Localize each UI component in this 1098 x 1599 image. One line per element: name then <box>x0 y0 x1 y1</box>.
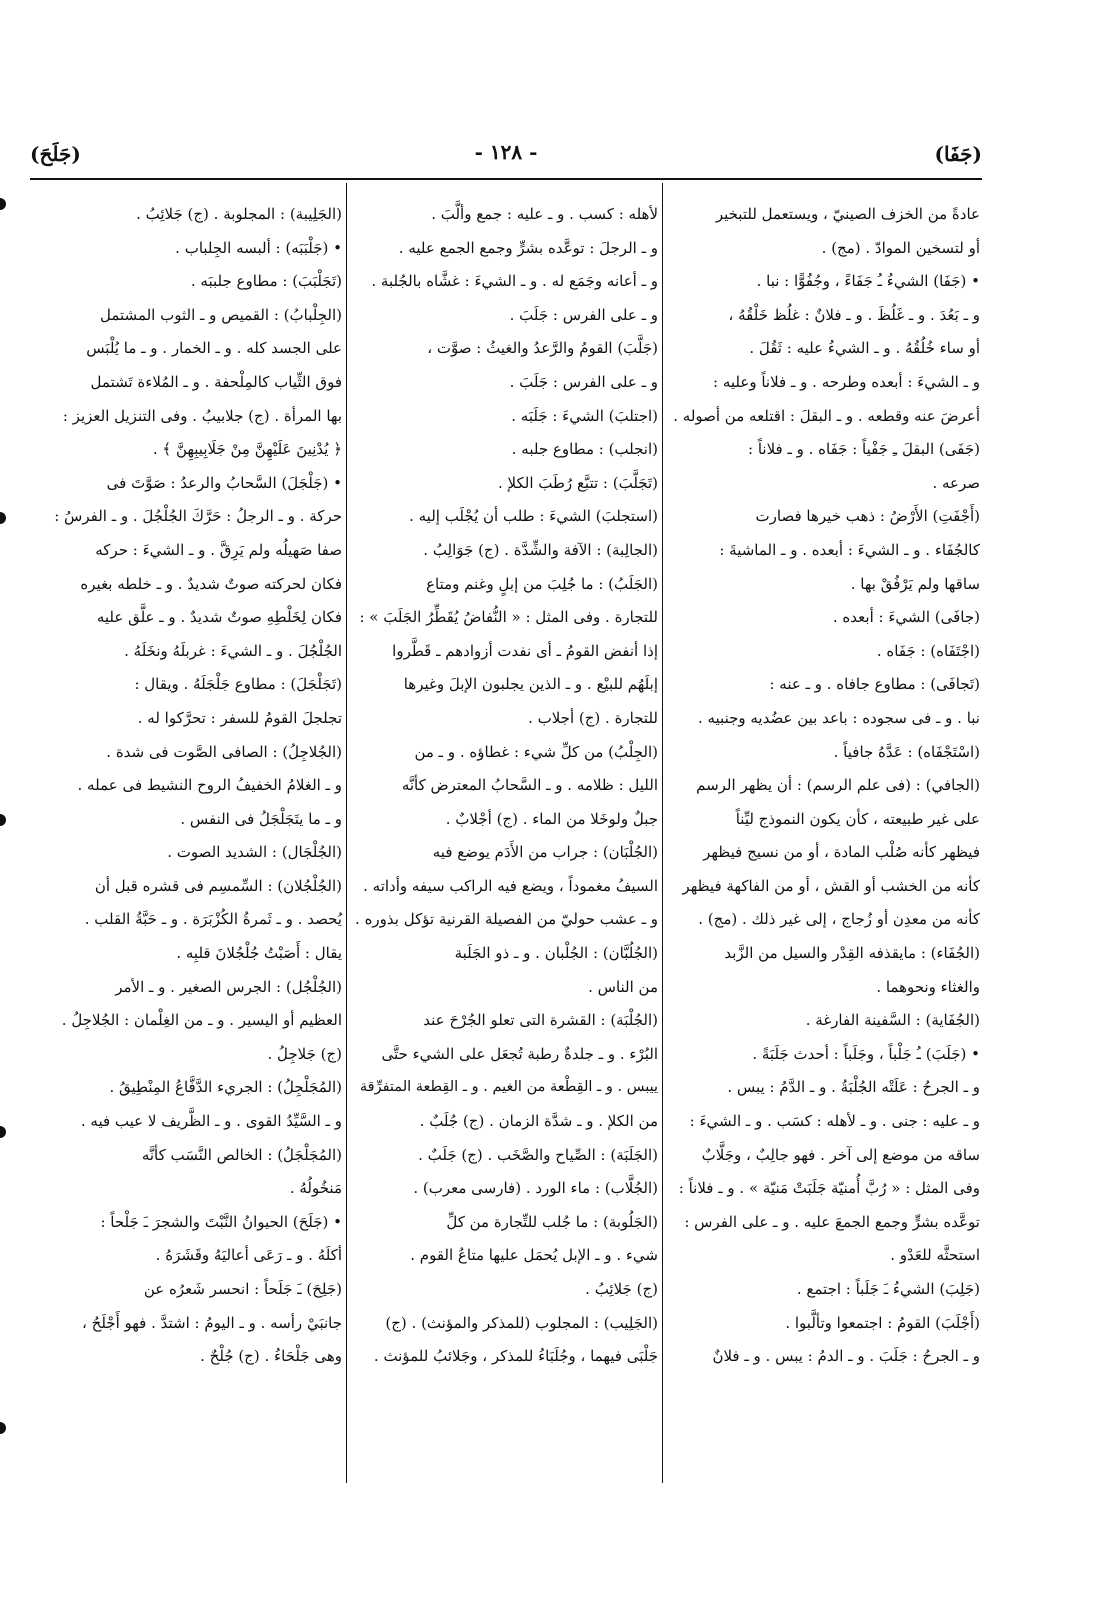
entry-line: للتجارة . وفى المثل : « النُّفاضُ يُقَطِّرُ الجَلَبَ » : <box>359 608 658 627</box>
entry-line: (انجلب) : مطاوع جلبه . <box>511 440 658 459</box>
entry-line: (الجُلْجُل) : الجرس الصغير . و ـ الأمر <box>115 977 342 996</box>
margin-mark <box>0 814 6 826</box>
entry-line: • (جَلْجَلَ) السَّحابُ والرعدُ : صَوَّتَ فى <box>106 473 342 492</box>
margin-mark <box>0 1422 6 1434</box>
entry-line: جبلٌ ولوخَلا من الماء . (ج) أجْلابٌ . <box>445 809 658 828</box>
entry-line: (الجُلْجَال) : الشديد الصوت . <box>167 843 342 862</box>
entry-line: أو ساء خُلُقُهُ . و ـ الشيءُ عليه : ثَقُلَ . <box>749 339 980 358</box>
entry-line: و ـ عشب حوليّ من الفصيلة القرنية تؤكل بذوره . <box>355 910 658 929</box>
entry-line: الجُلْجُلَ . و ـ الشيءَ : غربلَهُ ونخَلَهُ . <box>124 641 342 660</box>
entry-line: (تَجافَى) : مطاوع جافاه . و ـ عنه : <box>769 675 980 694</box>
entry-line: لأهله : كسب . و ـ عليه : جمع وألَّبَ . <box>431 205 658 223</box>
entry-line: و ـ ما يتَجَلْجَلُ فى النفس . <box>180 809 342 828</box>
margin-mark <box>0 512 6 524</box>
entry-line: (تَجَلْبَبَ) : مطاوع جلببَه . <box>190 272 342 291</box>
entry-line: يقال : أَصَبْتُ جُلْجُلانَ قلبِه . <box>176 944 342 963</box>
entry-line: فكان لحركته صوتٌ شديدٌ . و ـ خلطه بغيره <box>80 574 342 593</box>
entry-line: جَلْبَى فيهما ، وجُلَبَاءُ للمذكر ، وجَلائبُ للمؤنث . <box>373 1347 658 1366</box>
entry-line: (اجتلبَ) الشيءَ : جَلَبَه . <box>511 406 658 425</box>
column-divider <box>346 183 347 1483</box>
entry-line: وفى المثل : « رُبَّ أُمنيّة جَلَبَتْ مَنيّة » . و ـ فلاناً : <box>678 1179 980 1198</box>
entry-line: والغثاء ونحوهما . <box>876 977 980 996</box>
entry-line: كأنه من الخشب أو القش ، أو من الفاكهة فيظهر <box>682 876 980 895</box>
entry-line: إبلَهُم للبيْع . و ـ الذين يجلبون الإبلَ وغيرها <box>403 675 658 694</box>
entry-line: (الجُفَاء) : مايقذفه القِدْر والسيل من الزَّبد <box>724 944 980 963</box>
header-rule <box>30 178 982 180</box>
entry-line: و ـ الغلامُ الخفيفُ الروح النشيط فى عمله . <box>77 776 342 795</box>
entry-line: (الجُلَّاب) : ماء الورد . (فارسى معرب) . <box>413 1179 658 1198</box>
entry-line: و ـ الرجلَ : توعَّده بشرٍّ وجمع الجمع عليه . <box>398 238 658 257</box>
entry-line: استحثَّه للعَدْو . <box>890 1246 980 1265</box>
entry-line: و ـ عليه : جنى . و ـ لأهله : كسَب . و ـ الشيءَ : <box>689 1112 980 1131</box>
entry-line: (الجُلْبَة) : القشرة التى تعلو الجُرْحَ عند <box>423 1011 658 1030</box>
header-end-word: (جَلَحَ) <box>30 142 81 166</box>
entry-line: الليل : ظلامه . و ـ السَّحابُ المعترض كأنَّه <box>401 776 658 795</box>
entry-line: على الجسد كله . و ـ الخمار . و ـ ما يُلْبَس <box>86 339 342 358</box>
page-header <box>30 138 982 174</box>
entry-line: (الجَلِيبة) : المجلوبة . (ج) جَلائِبُ . <box>136 205 342 223</box>
entry-line: ساقها ولم يَرْفُقْ بها . <box>850 574 980 593</box>
text-column-3 <box>36 198 342 1483</box>
entry-line: إذا أنفض القومُ ـ أى نفدت أزوادهم ـ قَطَّروا <box>392 641 658 660</box>
entry-line: (الجالِبة) : الآفة والشِّدَّة . (ج) جَوَالِبُ . <box>423 540 658 559</box>
entry-line: (جَفَى) البقلَ ـِ جَفْياً : جَفَاه . و ـ فلاناً : <box>748 440 980 459</box>
entry-line: (المُجَلْجِلُ) : الجريء الدَّفَّاعُ المِنْطِيقُ . <box>109 1078 342 1097</box>
entry-line: (الجُلُبَّان) : الجُلْبان . و ـ ذو الجَلَبة <box>454 944 658 963</box>
entry-line: مَنخُولُهُ . <box>289 1179 342 1198</box>
entry-line: (الجُلْجُلان) : السِّمسِم فى قشره قبل أن <box>94 876 342 895</box>
entry-line: على غير طبيعته ، كأن يكون النموذج ليِّناً <box>735 809 980 828</box>
entry-line: شيء . و ـ الإبل يُحمَل عليها متاعُ القوم . <box>410 1246 658 1265</box>
page-number: - ١٢٨ - <box>474 140 538 164</box>
entry-line: البُرْء . و ـ جلدةٌ رطبة تُجعَل على الشيء حتَّى <box>381 1044 658 1063</box>
margin-mark <box>0 1126 6 1138</box>
entry-line: و ـ السَّيِّدُ القوى . و ـ الظَّريف لا عيب فيه . <box>80 1112 342 1131</box>
entry-line: يُحصد . و ـ ثَمرةُ الكُزْبَرَة . و ـ حَبَّةُ القلب . <box>84 910 342 929</box>
entry-line: كالجُفَاء . و ـ الشيءَ : أبعده . و ـ الماشيةَ : <box>719 540 980 559</box>
entry-line: السيفُ مغموداً ، ويضع فيه الراكب سيفه وأداته . <box>363 876 658 895</box>
entry-line: العظيم أو اليسير . و ـ من الغِلْمان : الجُلاجِلُ . <box>61 1011 342 1030</box>
entry-line: (ج) جَلائِبُ . <box>585 1280 658 1298</box>
entry-line: (جَلِبَ) الشيءُ ـَ جَلَباً : اجتمع . <box>796 1280 980 1298</box>
entry-line: ساقه من موضع إلى آخر . فهو جالِبٌ ، وجَلَّابٌ <box>701 1145 980 1164</box>
entry-line: • (جَلَبَ) ـُ جَلْباً ، وجَلَباً : أحدث جَلَبَةً . <box>752 1044 980 1063</box>
entry-line: (جافَى) الشيءَ : أبعده . <box>832 608 980 627</box>
entry-line: (تَجَلَّبَ) : تتبَّع رُطَبَ الكلإ . <box>497 473 658 492</box>
entry-line: (اسْتَجْفَاه) : عَدَّهُ جافياً . <box>833 742 980 761</box>
entry-line: أكلَهُ . و ـ رَعَى أعاليَهُ وقَشَرَهُ . <box>155 1246 342 1265</box>
entry-line: تجلجلَ القومُ للسفر : تحرَّكوا له . <box>137 708 342 727</box>
entry-line: • (جَفَا) الشيءُ ـُ جَفَاءً ، وجُفُوًّا : نبا . <box>756 272 980 291</box>
entry-line: نبا . و ـ فى سجوده : باعد بين عضُديه وجنبيه . <box>697 708 980 727</box>
entry-line: جانبَيْ رأسه . و ـ اليومُ : اشتدَّ . فهو أَجْلَحُ ، <box>82 1313 342 1332</box>
entry-line: وهى جَلْحَاءُ . (ج) جُلْحٌ . <box>200 1347 342 1366</box>
entry-line: أعرضَ عنه وقطعه . و ـ البقلَ : اقتلعه من أصوله . <box>673 406 980 425</box>
entry-line: أو لتسخين الموادّ . (مج) . <box>821 238 980 257</box>
entry-line: فكان لِخَلْطِهِ صوتٌ شديدٌ . و ـ علَّق عليه <box>96 608 342 627</box>
entry-line: • (جَلْبَبَه) : ألبسه الجِلباب . <box>175 238 342 257</box>
entry-line: و ـ الشيءَ : أبعده وطرحه . و ـ فلاناً وعليه : <box>713 372 980 391</box>
entry-line: فوق الثِّياب كالمِلْحفة . و ـ المُلاءة تَشتمل <box>90 372 342 391</box>
entry-line: (الجَلَبَة) : الصِّياح والصَّخَب . (ج) جَلَبٌ . <box>418 1145 658 1164</box>
entry-line: (تَجَلْجَلَ) : مطاوع جَلْجَلَهُ . ويقال : <box>134 675 342 694</box>
entry-line: حركة . و ـ الرجلُ : حَرَّكَ الجُلْجُلَ . و ـ الفرسُ : <box>54 507 342 526</box>
entry-line: (الجِلْبُ) من كلِّ شيء : غطاؤه . و ـ من <box>414 742 658 761</box>
entry-line: (أَجْلَبَ) القومُ : اجتمعوا وتألَّبوا . <box>785 1313 980 1332</box>
entry-line: (الجافي) : (فى علم الرسم) : أن يظهر الرسم <box>696 776 980 795</box>
entry-line: صرعه . <box>932 473 980 492</box>
entry-line: من الناس . <box>588 977 658 996</box>
entry-line: (الجَلُوبة) : ما جُلب للتِّجارة من كلِّ <box>446 1212 658 1231</box>
entry-line: (الجَلَبُ) : ما جُلِبَ من إبلٍ وغنم ومتاع <box>426 574 658 593</box>
text-column-2 <box>352 198 658 1483</box>
entry-line: (الجُلْبَان) : جراب من الأَدَم يوضع فيه <box>432 843 658 862</box>
entry-line: (المُجَلْجَلُ) : الخالص النَّسَب كأنَّه <box>141 1145 342 1164</box>
entry-line: للتجارة . (ج) أجلاب . <box>528 708 658 727</box>
column-divider <box>662 183 663 1483</box>
entry-line: (الجِلْبابُ) : القميص و ـ الثوب المشتمل <box>100 305 342 324</box>
entry-line: (الجُفَاية) : السَّفينة الفارغة . <box>805 1011 980 1030</box>
entry-line: (ج) جَلاجِلُ . <box>267 1044 342 1063</box>
entry-line: عادةً من الخزف الصينيّ ، ويستعمل للتبخير <box>715 205 980 223</box>
entry-line: (جَلَّبَ) القومُ والرَّعدُ والغيثُ : صوَّت ، <box>427 339 658 358</box>
entry-line: (أَجْفَتِ) الأَرْضُ : ذهب خيرها فصارت <box>755 507 980 526</box>
entry-line: توعَّده بشرٍّ وجمع الجمعَ عليه . و ـ على الفرس : <box>684 1212 980 1231</box>
entry-line: (الجُلاجِلُ) : الصافى الصَّوت فى شدة . <box>106 742 342 761</box>
entry-line: و ـ الجرحُ : عَلَتْه الجُلْبَةُ . و ـ الدَّمُ : يبس . <box>727 1078 980 1097</box>
entry-line: (الجَلِيب) : المجلوب (للمذكر والمؤنث) . (ج) <box>385 1313 658 1332</box>
entry-line: و ـ أعانه وجَمَع له . و ـ الشيءَ : غشَّاه بالجُلبة . <box>371 272 658 291</box>
entry-line: (استجلبَ) الشيءَ : طلب أن يُجْلَب إليه . <box>409 507 658 526</box>
entry-line: و ـ الجرحُ : جَلَبَ . و ـ الدمُ : يبس . و ـ فلانٌ <box>712 1347 980 1366</box>
entry-line: و ـ على الفرس : جَلَبَ . <box>509 305 658 324</box>
entry-line: كأنه من معدِن أو زُجاج ، إلى غير ذلك . (مج) . <box>698 910 980 929</box>
entry-line: ﴿ يُدْنِينَ عَلَيْهِنَّ مِنْ جَلَابِيبِهِنَّ ﴾ . <box>152 440 342 459</box>
header-start-word: (جَفَا) <box>934 142 982 166</box>
entry-line: (جَلِحَ) ـَ جَلَحاً : انحسر شَعرُه عن <box>143 1280 342 1298</box>
entry-line: • (جَلَحَ) الحيوانُ النَّبْتَ والشجرَ ـَ جَلْحاً : <box>100 1212 342 1231</box>
entry-line: صفا صَهيلُه ولم يَرِقَّ . و ـ الشيءَ : حركه <box>95 540 342 559</box>
entry-line: (اجْتَفَاه) : جَفَاه . <box>876 641 980 660</box>
entry-line: بها المرأة . (ج) جلابيبُ . وفى التنزيل العزيز : <box>62 406 342 425</box>
entry-line: فيظهر كأنه صُلْب المادة ، أو من نسيج فيظهر <box>703 843 980 862</box>
entry-line: ييبس . و ـ القِطْعة من الغيم . و ـ القِطعة المتفرِّقة <box>359 1079 658 1096</box>
entry-line: و ـ على الفرس : جَلَبَ . <box>509 372 658 391</box>
entry-line: من الكلإ . و ـ شدَّة الزمان . (ج) جُلَبٌ . <box>419 1112 658 1131</box>
entry-line: و ـ بَعُدَ . و ـ غَلُظَ . و ـ فلانٌ : غلُظ خَلْقُهُ ، <box>728 305 980 324</box>
margin-mark <box>0 198 6 210</box>
text-column-1 <box>668 198 980 1483</box>
